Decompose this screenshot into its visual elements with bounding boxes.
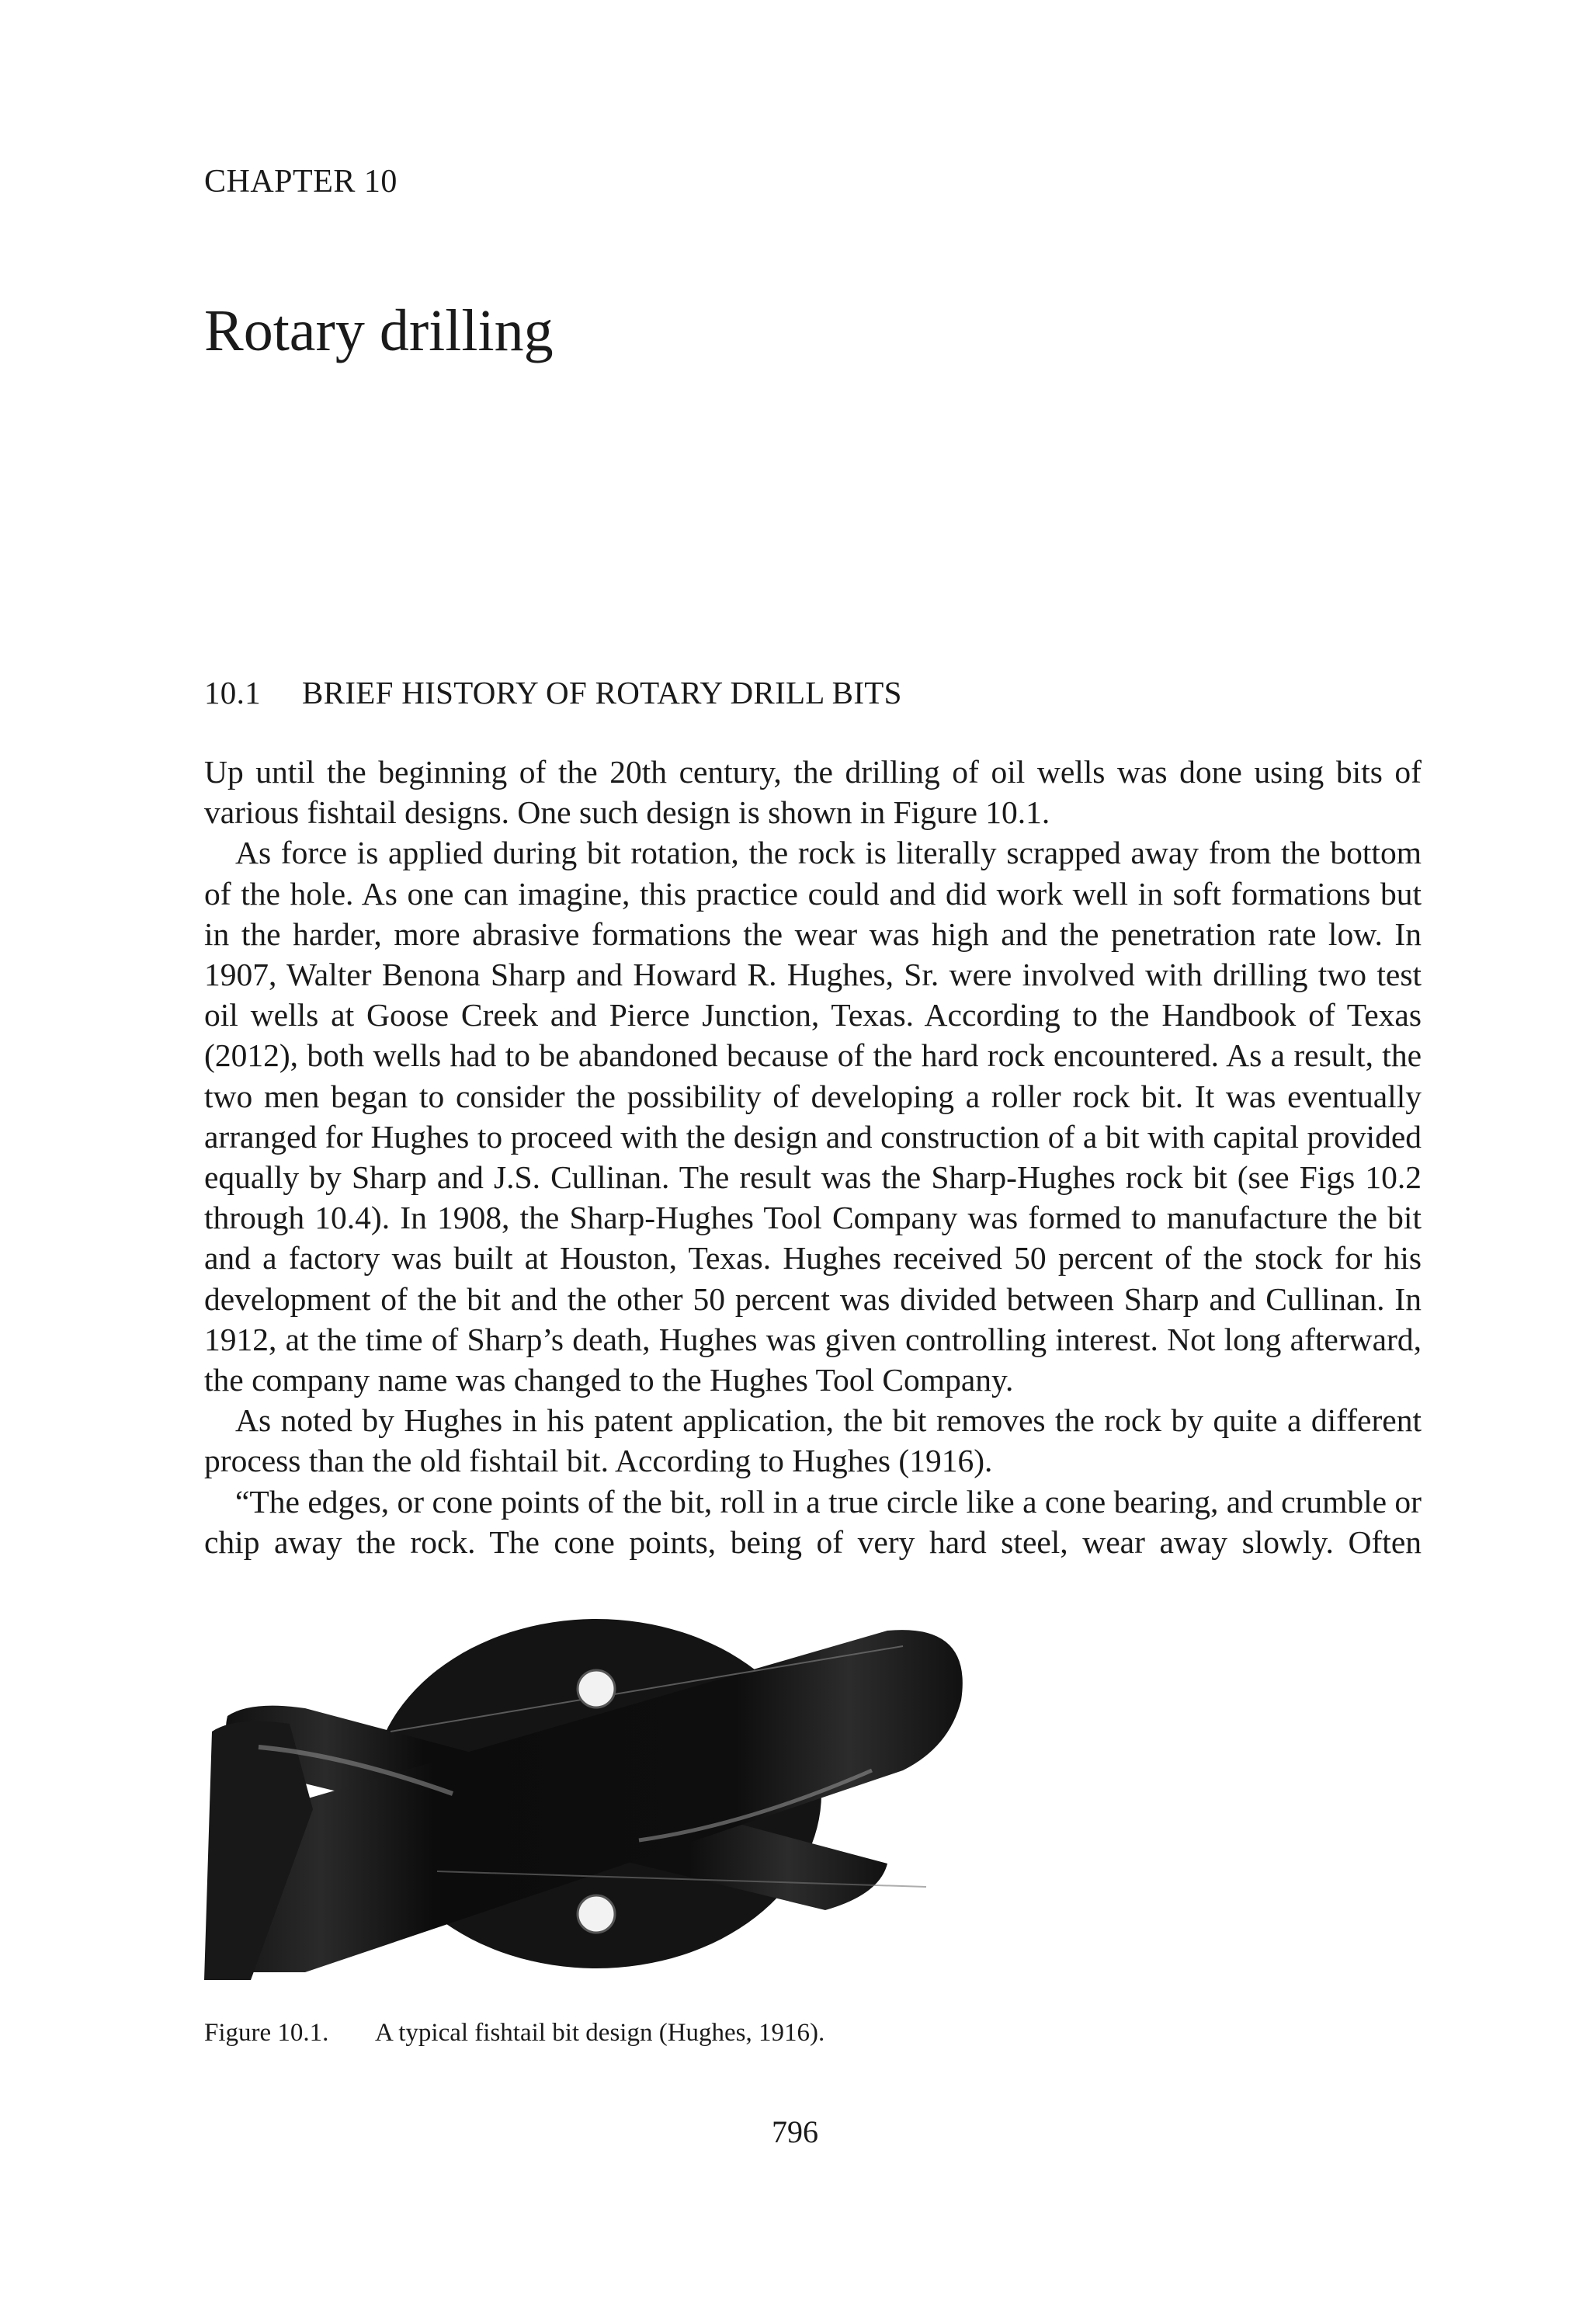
body-text [204,752,1422,1562]
paragraph-1: Up until the beginning of the 20th century, the drilling of oil wells was done using bits of various fishtail designs. One such design is shown in Figure 10.1. [204,754,1422,831]
chapter-title: Rotary drilling [204,298,554,363]
figure-caption [204,2019,825,2048]
page-number: 796 [772,2114,818,2149]
figure-caption-text: A typical fishtail bit design (Hughes, 1916). [375,2019,825,2047]
chapter-label: CHAPTER 10 [204,164,398,200]
paragraph-2: As force is applied during bit rotation, the rock is literally scrapped away from the bottom of the hole. As one can imagine, this practice could and did work well in soft formations but in the harder, more abrasive formations the wear was high and the penetration rate low. In 1907, Walter Benona Sharp and Howard R. Hughes, Sr. were involved with drilling two test oil wells at Goose Creek and Pierce Junction, Texas. According to the Handbook of Texas (2012), both wells had to be abandoned because of the hard rock encountered. As a result, the two men began to consider the possibility of developing a roller rock bit. It was eventually arranged for Hughes to proceed with the design and construction of a bit with capital provided equally by Sharp and J.S. Cullinan. The result was the Sharp-Hughes rock bit (see Figs 10.2 through 10.4). In 1908, the Sharp-Hughes Tool Company was formed to manufacture the bit and a factory was built at Houston, Texas. Hughes received 50 percent of the stock for his development of the bit and the other 50 percent was divided between Sharp and Cullinan. In 1912, at the time of Sharp’s death, Hughes was given controlling interest. Not long afterward, the company name was changed to the Hughes Tool Company. [204,835,1422,1398]
figure-label: Figure 10.1. [204,2019,329,2047]
fishtail-bit-figure [204,1615,973,1980]
section-heading [204,674,902,711]
fishtail-bit-illustration [204,1615,973,1980]
paragraph-3: As noted by Hughes in his patent application, the bit removes the rock by quite a different process than the old fishtail bit. According to Hughes (1916). [204,1402,1422,1479]
section-number: 10.1 [204,675,261,710]
paragraph-4: “The edges, or cone points of the bit, roll in a true circle like a cone bearing, and crumble or chip away the rock. The cone points, being of very hard steel, wear away slowly. Often [204,1483,1422,1560]
section-title: BRIEF HISTORY OF ROTARY DRILL BITS [302,675,902,710]
